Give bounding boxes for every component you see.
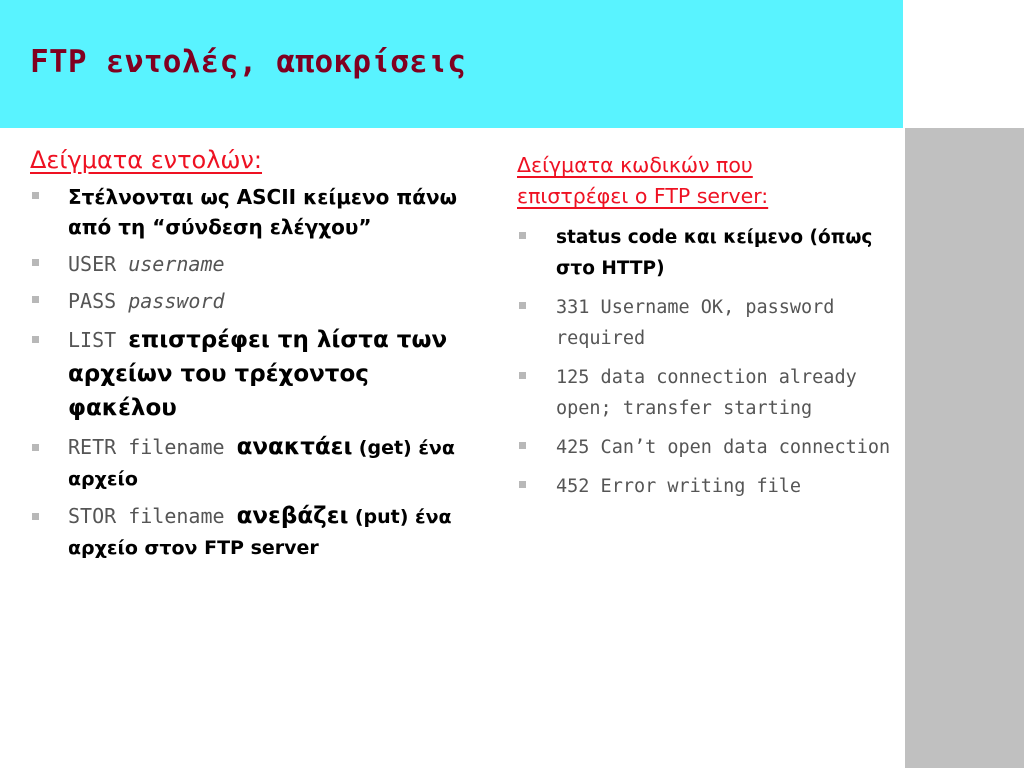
command-description-detail: (get) ένα αρχείο: [68, 437, 455, 490]
slide-title: FTP εντολές, αποκρίσεις: [30, 44, 467, 80]
square-bullet-icon: [519, 442, 526, 449]
bullet-code-452: [517, 471, 907, 502]
bullet-pass-command: [30, 286, 480, 316]
right-column: [517, 150, 907, 510]
square-bullet-icon: [32, 513, 39, 520]
command-name: USER: [68, 252, 129, 276]
bullet-list-command: [30, 323, 480, 425]
command-argument: password: [128, 289, 225, 313]
response-code-text: 331 Username OK, password required: [556, 297, 835, 349]
command-description: ανακτάει: [236, 434, 353, 460]
command-description: ανεβάζει: [236, 503, 349, 529]
bullet-user-command: [30, 249, 480, 279]
square-bullet-icon: [519, 302, 526, 309]
square-bullet-icon: [32, 259, 39, 266]
bullet-retr-command: [30, 432, 480, 494]
square-bullet-icon: [32, 296, 39, 303]
bullet-code-125: [517, 362, 907, 424]
command-argument: username: [128, 252, 225, 276]
left-column: [30, 146, 480, 570]
square-bullet-icon: [32, 444, 39, 451]
square-bullet-icon: [32, 192, 39, 199]
bullet-text: Στέλνονται ως ASCII κείμενο πάνω από τη “σύνδεση ελέγχου”: [68, 185, 457, 239]
square-bullet-icon: [519, 372, 526, 379]
command-description-detail: (put) ένα αρχείο στον FTP server: [68, 506, 452, 559]
response-code-text: 125 data connection already open; transfer starting: [556, 367, 857, 419]
command-name: PASS: [68, 289, 129, 313]
command-name: STOR filename: [68, 504, 237, 528]
square-bullet-icon: [519, 481, 526, 488]
command-name: RETR filename: [68, 435, 237, 459]
response-code-text: 452 Error writing file: [556, 476, 802, 497]
command-name: LIST: [68, 328, 129, 352]
response-code-text: 425 Can’t open data connection: [556, 437, 891, 458]
bullet-text: status code και κείμενο (όπως στο HTTP): [556, 227, 873, 279]
command-description: επιστρέφει τη λίστα των αρχείων του τρέχοντος φακέλου: [68, 327, 448, 421]
commands-heading: Δείγματα εντολών:: [30, 146, 263, 174]
return-codes-heading: Δείγματα κωδικών που επιστρέφει ο FTP server:: [517, 153, 769, 208]
bullet-code-425: [517, 432, 907, 463]
bullet-status-code: [517, 222, 907, 284]
square-bullet-icon: [519, 232, 526, 239]
square-bullet-icon: [32, 336, 39, 343]
bullet-stor-command: [30, 501, 480, 563]
bullet-code-331: [517, 292, 907, 354]
bullet-ascii-text: [30, 182, 480, 242]
